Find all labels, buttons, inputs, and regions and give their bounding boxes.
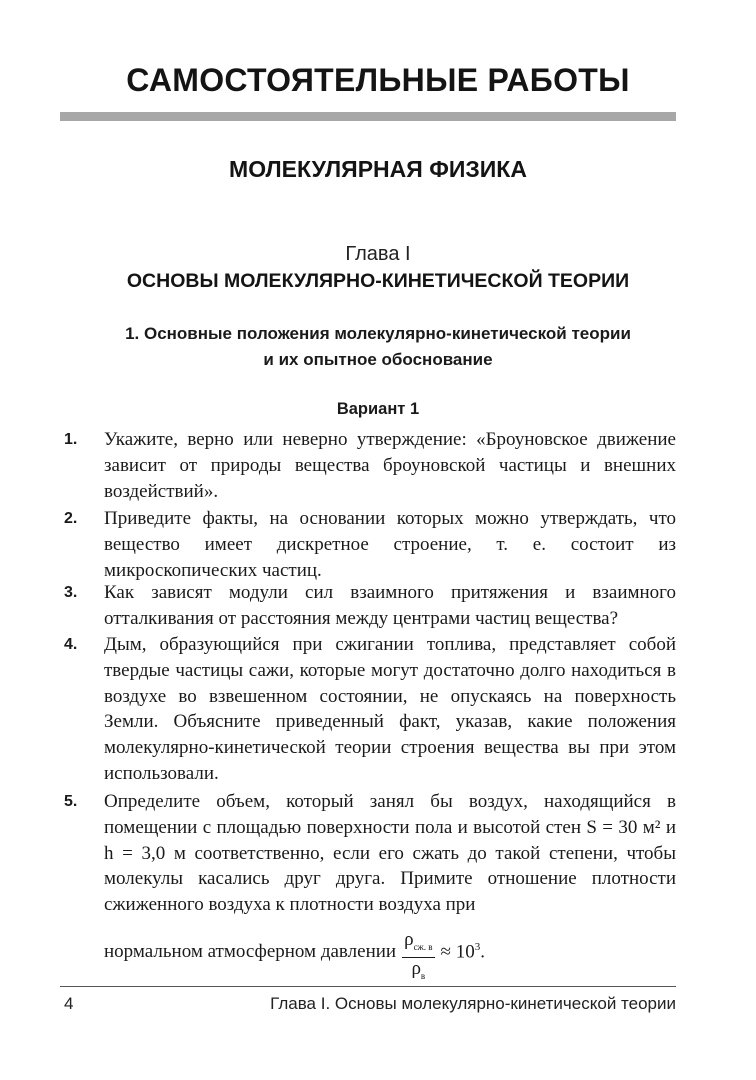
fraction-denominator: $\rho_в$	[411, 957, 426, 981]
task-text: Как зависят модули сил взаимного притяжения и взаимного отталкивания от расстояния между центрами частиц вещества?	[104, 582, 676, 629]
task-number: 3.	[64, 584, 78, 601]
task-item	[64, 789, 676, 918]
chapter-title: ОСНОВЫ МОЛЕКУЛЯРНО-КИНЕТИЧЕСКОЙ ТЕОРИИ	[126, 270, 630, 292]
running-head: Глава I. Основы молекулярно-кинетической теории	[270, 994, 676, 1013]
topic-title	[70, 321, 686, 373]
formula-lead-text: нормальном атмосферном давлении	[104, 941, 397, 963]
density-ratio-formula	[104, 924, 485, 981]
chapter-label: Глава I	[345, 243, 411, 265]
footer-divider	[60, 986, 676, 987]
task-number: 5.	[64, 793, 78, 810]
topic-title-text: 1. Основные положения молекулярно-кинетической теории и их опытное обоснование	[125, 324, 631, 369]
task-item	[64, 580, 676, 632]
page-number: 4	[64, 994, 74, 1013]
section-title: МОЛЕКУЛЯРНАЯ ФИЗИКА	[229, 156, 527, 182]
task-item	[64, 632, 676, 787]
task-text: Приведите факты, на основании которых можно утверждать, что вещество имеет дискретное строение, т. е. состоит из микроскопических частиц.	[104, 508, 676, 581]
task-text: Дым, образующийся при сжигании топлива, представляет собой твердые частицы сажи, которые могут достаточно долго находиться в воздухе во взвешенном состоянии, не опускаясь на поверхность Земли. Объясните приведенный факт, указав, какие положения молекулярно-кинетической теории строения вещества вы при этом использовали.	[104, 634, 676, 784]
density-fraction	[402, 930, 434, 987]
task-number: 4.	[64, 636, 78, 653]
task-text: Укажите, верно или неверно утверждение: «Броуновское движение зависит от природы вещества броуновской частицы и внешних воздействий».	[104, 429, 676, 502]
title-underline-bar	[60, 112, 676, 121]
variant-title: Вариант 1	[336, 400, 420, 418]
task-number: 2.	[64, 510, 78, 527]
task-item	[64, 427, 676, 504]
task-number: 1.	[64, 431, 78, 448]
task-item	[64, 506, 676, 583]
task-text: Определите объем, который занял бы воздух, находящийся в помещении с площадью поверхности пола и высотой стен S = 30 м² и h = 3,0 м соответственно, если его сжать до такой степени, чтобы молекулы касались друг друга. Примите отношение плотности сжиженного воздуха к плотности воздуха при	[104, 791, 676, 916]
formula-relation: ≈ $10^3$.	[440, 941, 485, 963]
main-title: САМОСТОЯТЕЛЬНЫЕ РАБОТЫ	[126, 62, 630, 98]
fraction-numerator: $\rho_{сж. в}$	[402, 930, 434, 958]
